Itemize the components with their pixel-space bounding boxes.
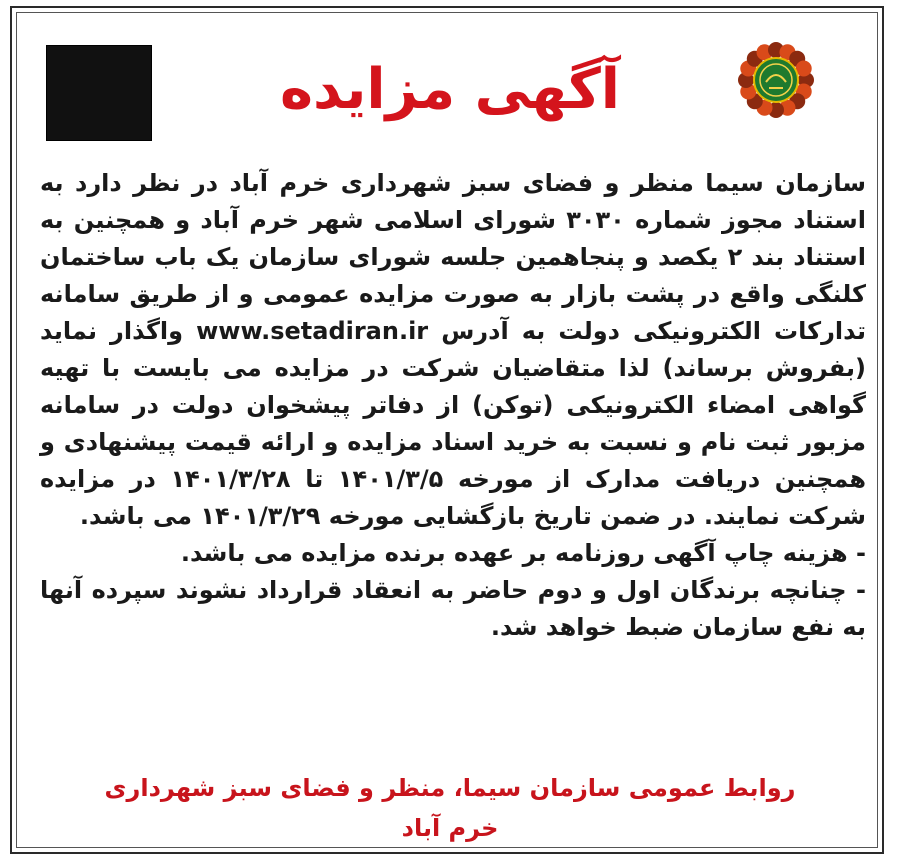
- notice-item-printing-cost: - هزینه چاپ آگهی روزنامه بر عهده برنده مزایده می باشد.: [180, 539, 866, 567]
- notice-item-deposit-forfeit: - چنانچه برندگان اول و دوم حاضر به انعقاد قرارداد نشوند سپرده آنها به نفع سازمان ضبط خواهد شد.: [40, 576, 866, 641]
- notice-footer-signature: روابط عمومی سازمان سیما، منظر و فضای سبز شهرداری خرم آباد: [104, 774, 796, 842]
- municipality-emblem-icon: [736, 40, 816, 120]
- qr-code-icon: [46, 45, 152, 141]
- notice-body-paragraph: سازمان سیما منظر و فضای سبز شهرداری خرم آباد در نظر دارد به استناد مجوز شماره ۳۰۳۰ شورای اسلامی شهر خرم آباد و همچنین به استناد بند ۲ یکصد و پنجاهمین جلسه شورای سازمان یک باب ساختمان کلنگی واقع در پشت بازار به صورت مزایده عمومی و از طریق سامانه تدارکات الکترونیکی دولت به آدرس www.setadiran.ir واگذار نماید (بفروش برساند) لذا متقاضیان شرکت در مزایده می بایست با تهیه گواهی امضاء الکترونیکی (توکن) از دفاتر پیشخوان دولت در سامانه مزبور ثبت نام و نسبت به خرید اسناد مزایده و ارائه قیمت پیشنهادی و همچنین دریافت مدارک از مورخه ۱۴۰۱/۳/۵ تا ۱۴۰۱/۳/۲۸ در مزایده شرکت نمایند. در ضمن تاریخ بازگشایی مورخه ۱۴۰۱/۳/۲۹ می باشد.: [40, 169, 867, 530]
- notice-title: آگهی مزایده: [279, 57, 621, 122]
- notice-body: [40, 165, 866, 646]
